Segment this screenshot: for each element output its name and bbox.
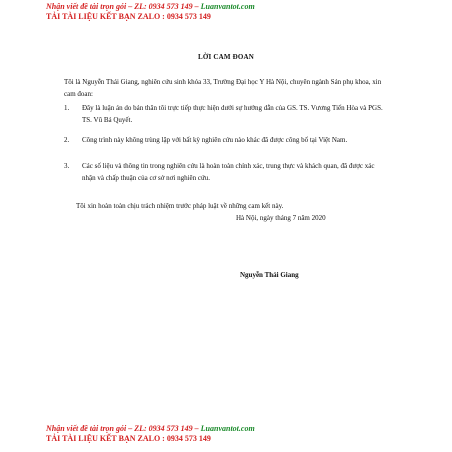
- bottom-banner: [46, 424, 255, 444]
- top-banner-line2: TẢI TÀI LIỆU KẾT BẠN ZALO : 0934 573 149: [46, 12, 211, 21]
- list-item-text: Đây là luận án do bản thân tôi trực tiếp thực hiện dưới sự hướng dẫn của GS. TS. Vương Tiến Hòa và PGS. TS. Vũ Bá Quyết.: [82, 104, 383, 124]
- top-banner-line1: [46, 2, 255, 12]
- list-item-number: 2.: [64, 136, 70, 144]
- top-banner: [46, 2, 255, 22]
- list-item-text: Công trình này không trùng lặp với bất kỳ nghiên cứu nào khác đã được công bố tại Việt Nam.: [82, 136, 348, 144]
- closing-statement: Tôi xin hoàn toàn chịu trách nhiệm trước pháp luật về những cam kết này.: [76, 202, 284, 210]
- bottom-banner-site-link[interactable]: Luanvantot.com: [200, 424, 255, 433]
- document-title: LỜI CAM ĐOAN: [197, 53, 255, 61]
- list-item: [64, 102, 384, 126]
- top-banner-promo-text: Nhận viết đề tài trọn gói – ZL: 0934 573 149 –: [46, 2, 201, 11]
- bottom-banner-line2: TẢI TÀI LIỆU KẾT BẠN ZALO : 0934 573 149: [46, 434, 211, 443]
- intro-paragraph: Tôi là Nguyễn Thái Giang, nghiên cứu sinh khóa 33, Trường Đại học Y Hà Nội, chuyên ngành Sản phụ khoa, xin cam đoan:: [64, 78, 382, 98]
- bottom-banner-promo-text: Nhận viết đề tài trọn gói – ZL: 0934 573 149 –: [46, 424, 201, 433]
- list-item-number: 1.: [64, 104, 70, 112]
- signature-name: Nguyễn Thái Giang: [240, 271, 299, 279]
- place-date: Hà Nội, ngày tháng 7 năm 2020: [236, 214, 326, 222]
- list-item: [64, 134, 384, 146]
- bottom-banner-line1: [46, 424, 255, 434]
- list-item-text: Các số liệu và thông tin trong nghiên cứu là hoàn toàn chính xác, trung thực và khách quan, đã được xác nhận và chấp thuận của cơ sở nơi nghiên cứu.: [82, 162, 375, 182]
- top-banner-site-link[interactable]: Luanvantot.com: [200, 2, 255, 11]
- list-item: [64, 160, 384, 184]
- list-item-number: 3.: [64, 162, 70, 170]
